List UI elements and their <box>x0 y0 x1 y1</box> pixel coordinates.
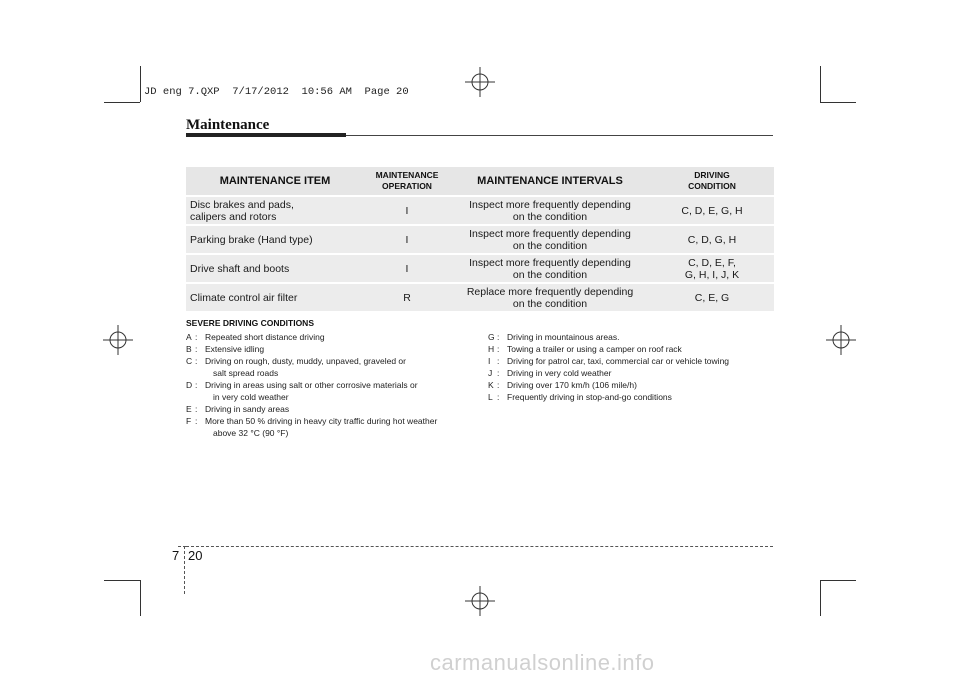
condition-text: C, D, E, G, H <box>681 204 743 217</box>
page-number: 20 <box>188 548 203 563</box>
condition-separator: : <box>497 356 500 366</box>
condition-key: C <box>186 356 193 366</box>
condition-text-line: Extensive idling <box>205 344 265 354</box>
interval-text: on the condition <box>512 239 588 252</box>
condition-text: C, E, G <box>694 291 730 304</box>
list-item <box>488 355 778 367</box>
footer-rule <box>186 546 773 547</box>
condition-text <box>205 355 476 379</box>
item-cell <box>186 283 364 312</box>
condition-text: G, H, I, J, K <box>684 268 740 281</box>
condition-text-line: Driving on rough, dusty, muddy, unpaved, graveled or <box>205 356 406 366</box>
condition-separator: : <box>195 416 198 426</box>
interval-text: on the condition <box>512 268 588 281</box>
watermark: carmanualsonline.info <box>430 650 655 675</box>
condition-key: D <box>186 380 193 390</box>
header-operation-line2: OPERATION <box>382 181 432 191</box>
item-text: Parking brake (Hand type) <box>190 233 313 246</box>
condition-text-line: Driving in areas using salt or other corrosive materials or <box>205 380 418 390</box>
interval-cell <box>450 196 650 225</box>
condition-text-line: salt spread roads <box>213 368 279 378</box>
condition-text <box>205 379 476 403</box>
item-cell <box>186 225 364 254</box>
condition-text <box>205 343 476 355</box>
condition-text <box>205 415 476 439</box>
condition-cell <box>650 225 774 254</box>
operation-cell: I <box>364 225 450 254</box>
condition-separator: : <box>497 392 500 402</box>
condition-key: L <box>488 392 493 402</box>
condition-text <box>205 403 476 415</box>
list-item <box>186 415 476 439</box>
maintenance-table <box>186 167 774 313</box>
registration-mark-icon <box>465 586 495 616</box>
list-item <box>186 331 476 343</box>
item-text: Drive shaft and boots <box>190 262 290 275</box>
list-item <box>186 403 476 415</box>
table-row <box>186 254 774 283</box>
operation-cell: R <box>364 283 450 312</box>
list-item <box>186 355 476 379</box>
interval-text: on the condition <box>512 297 588 310</box>
condition-text: Driving in mountainous areas. <box>507 332 620 342</box>
operation-cell: I <box>364 196 450 225</box>
condition-text: C, D, E, F, <box>688 256 736 269</box>
condition-key: K <box>488 380 494 390</box>
print-slug: JD eng 7.QXP 7/17/2012 10:56 AM Page 20 <box>144 86 409 98</box>
condition-text: Driving over 170 km/h (106 mile/h) <box>507 380 637 390</box>
item-cell <box>186 196 364 225</box>
condition-cell <box>650 283 774 312</box>
table-header-row <box>186 167 774 196</box>
condition-separator: : <box>195 356 198 366</box>
condition-key: J <box>488 368 493 378</box>
condition-text: Driving for patrol car, taxi, commercial car or vehicle towing <box>507 356 730 366</box>
condition-text-line: More than 50 % driving in heavy city traffic during hot weather <box>205 416 438 426</box>
condition-key: F <box>186 416 192 426</box>
list-item <box>488 391 778 403</box>
condition-text: Towing a trailer or using a camper on roof rack <box>507 344 682 354</box>
header-condition-line1: DRIVING <box>694 170 730 180</box>
interval-cell <box>450 225 650 254</box>
list-item <box>186 343 476 355</box>
registration-mark-icon <box>103 325 133 355</box>
header-driving-condition <box>650 167 774 196</box>
interval-cell <box>450 254 650 283</box>
condition-key: B <box>186 344 192 354</box>
operation-cell: I <box>364 254 450 283</box>
condition-key: I <box>488 356 491 366</box>
chapter-number: 7 <box>172 548 180 563</box>
header-maintenance-operation <box>364 167 450 196</box>
section-title: Maintenance <box>186 117 270 133</box>
item-text: Climate control air filter <box>190 291 298 304</box>
severe-conditions-list-right <box>488 331 778 403</box>
condition-text-line: in very cold weather <box>213 392 289 402</box>
item-text: calipers and rotors <box>190 210 277 223</box>
condition-text <box>205 331 476 343</box>
registration-mark-icon <box>826 325 856 355</box>
condition-key: H <box>488 344 495 354</box>
header-operation-line1: MAINTENANCE <box>375 170 439 180</box>
severe-conditions-list-left <box>186 331 476 439</box>
title-rule-thick <box>186 133 346 137</box>
interval-text: on the condition <box>512 210 588 223</box>
list-item <box>488 379 778 391</box>
condition-text: Frequently driving in stop-and-go conditions <box>507 392 672 402</box>
list-item <box>488 331 778 343</box>
condition-text-line: Driving in sandy areas <box>205 404 290 414</box>
title-rule-thin <box>346 135 773 136</box>
header-condition-line2: CONDITION <box>688 181 736 191</box>
condition-separator: : <box>497 344 500 354</box>
condition-text: C, D, G, H <box>687 233 737 246</box>
header-maintenance-item: MAINTENANCE ITEM <box>186 167 364 196</box>
condition-text-line: Repeated short distance driving <box>205 332 325 342</box>
condition-key: G <box>488 332 495 342</box>
item-text: Disc brakes and pads, <box>190 198 294 211</box>
registration-mark-icon <box>465 67 495 97</box>
condition-text: Driving in very cold weather <box>507 368 612 378</box>
condition-separator: : <box>497 332 500 342</box>
condition-separator: : <box>195 380 198 390</box>
table-row <box>186 225 774 254</box>
list-item <box>186 379 476 403</box>
severe-conditions-heading: SEVERE DRIVING CONDITIONS <box>186 318 314 328</box>
condition-separator: : <box>195 344 198 354</box>
condition-separator: : <box>497 380 500 390</box>
condition-text-line: above 32 °C (90 °F) <box>213 428 289 438</box>
interval-cell <box>450 283 650 312</box>
table-row <box>186 283 774 312</box>
interval-text: Inspect more frequently depending <box>469 227 631 240</box>
condition-separator: : <box>195 404 198 414</box>
interval-text: Replace more frequently depending <box>466 285 634 298</box>
condition-cell <box>650 254 774 283</box>
list-item <box>488 367 778 379</box>
condition-key: A <box>186 332 192 342</box>
footer-divider <box>184 546 185 594</box>
condition-separator: : <box>497 368 500 378</box>
table-row <box>186 196 774 225</box>
list-item <box>488 343 778 355</box>
item-cell <box>186 254 364 283</box>
interval-text: Inspect more frequently depending <box>469 256 631 269</box>
header-maintenance-intervals: MAINTENANCE INTERVALS <box>450 167 650 196</box>
interval-text: Inspect more frequently depending <box>469 198 631 211</box>
condition-cell <box>650 196 774 225</box>
condition-key: E <box>186 404 192 414</box>
condition-separator: : <box>195 332 198 342</box>
